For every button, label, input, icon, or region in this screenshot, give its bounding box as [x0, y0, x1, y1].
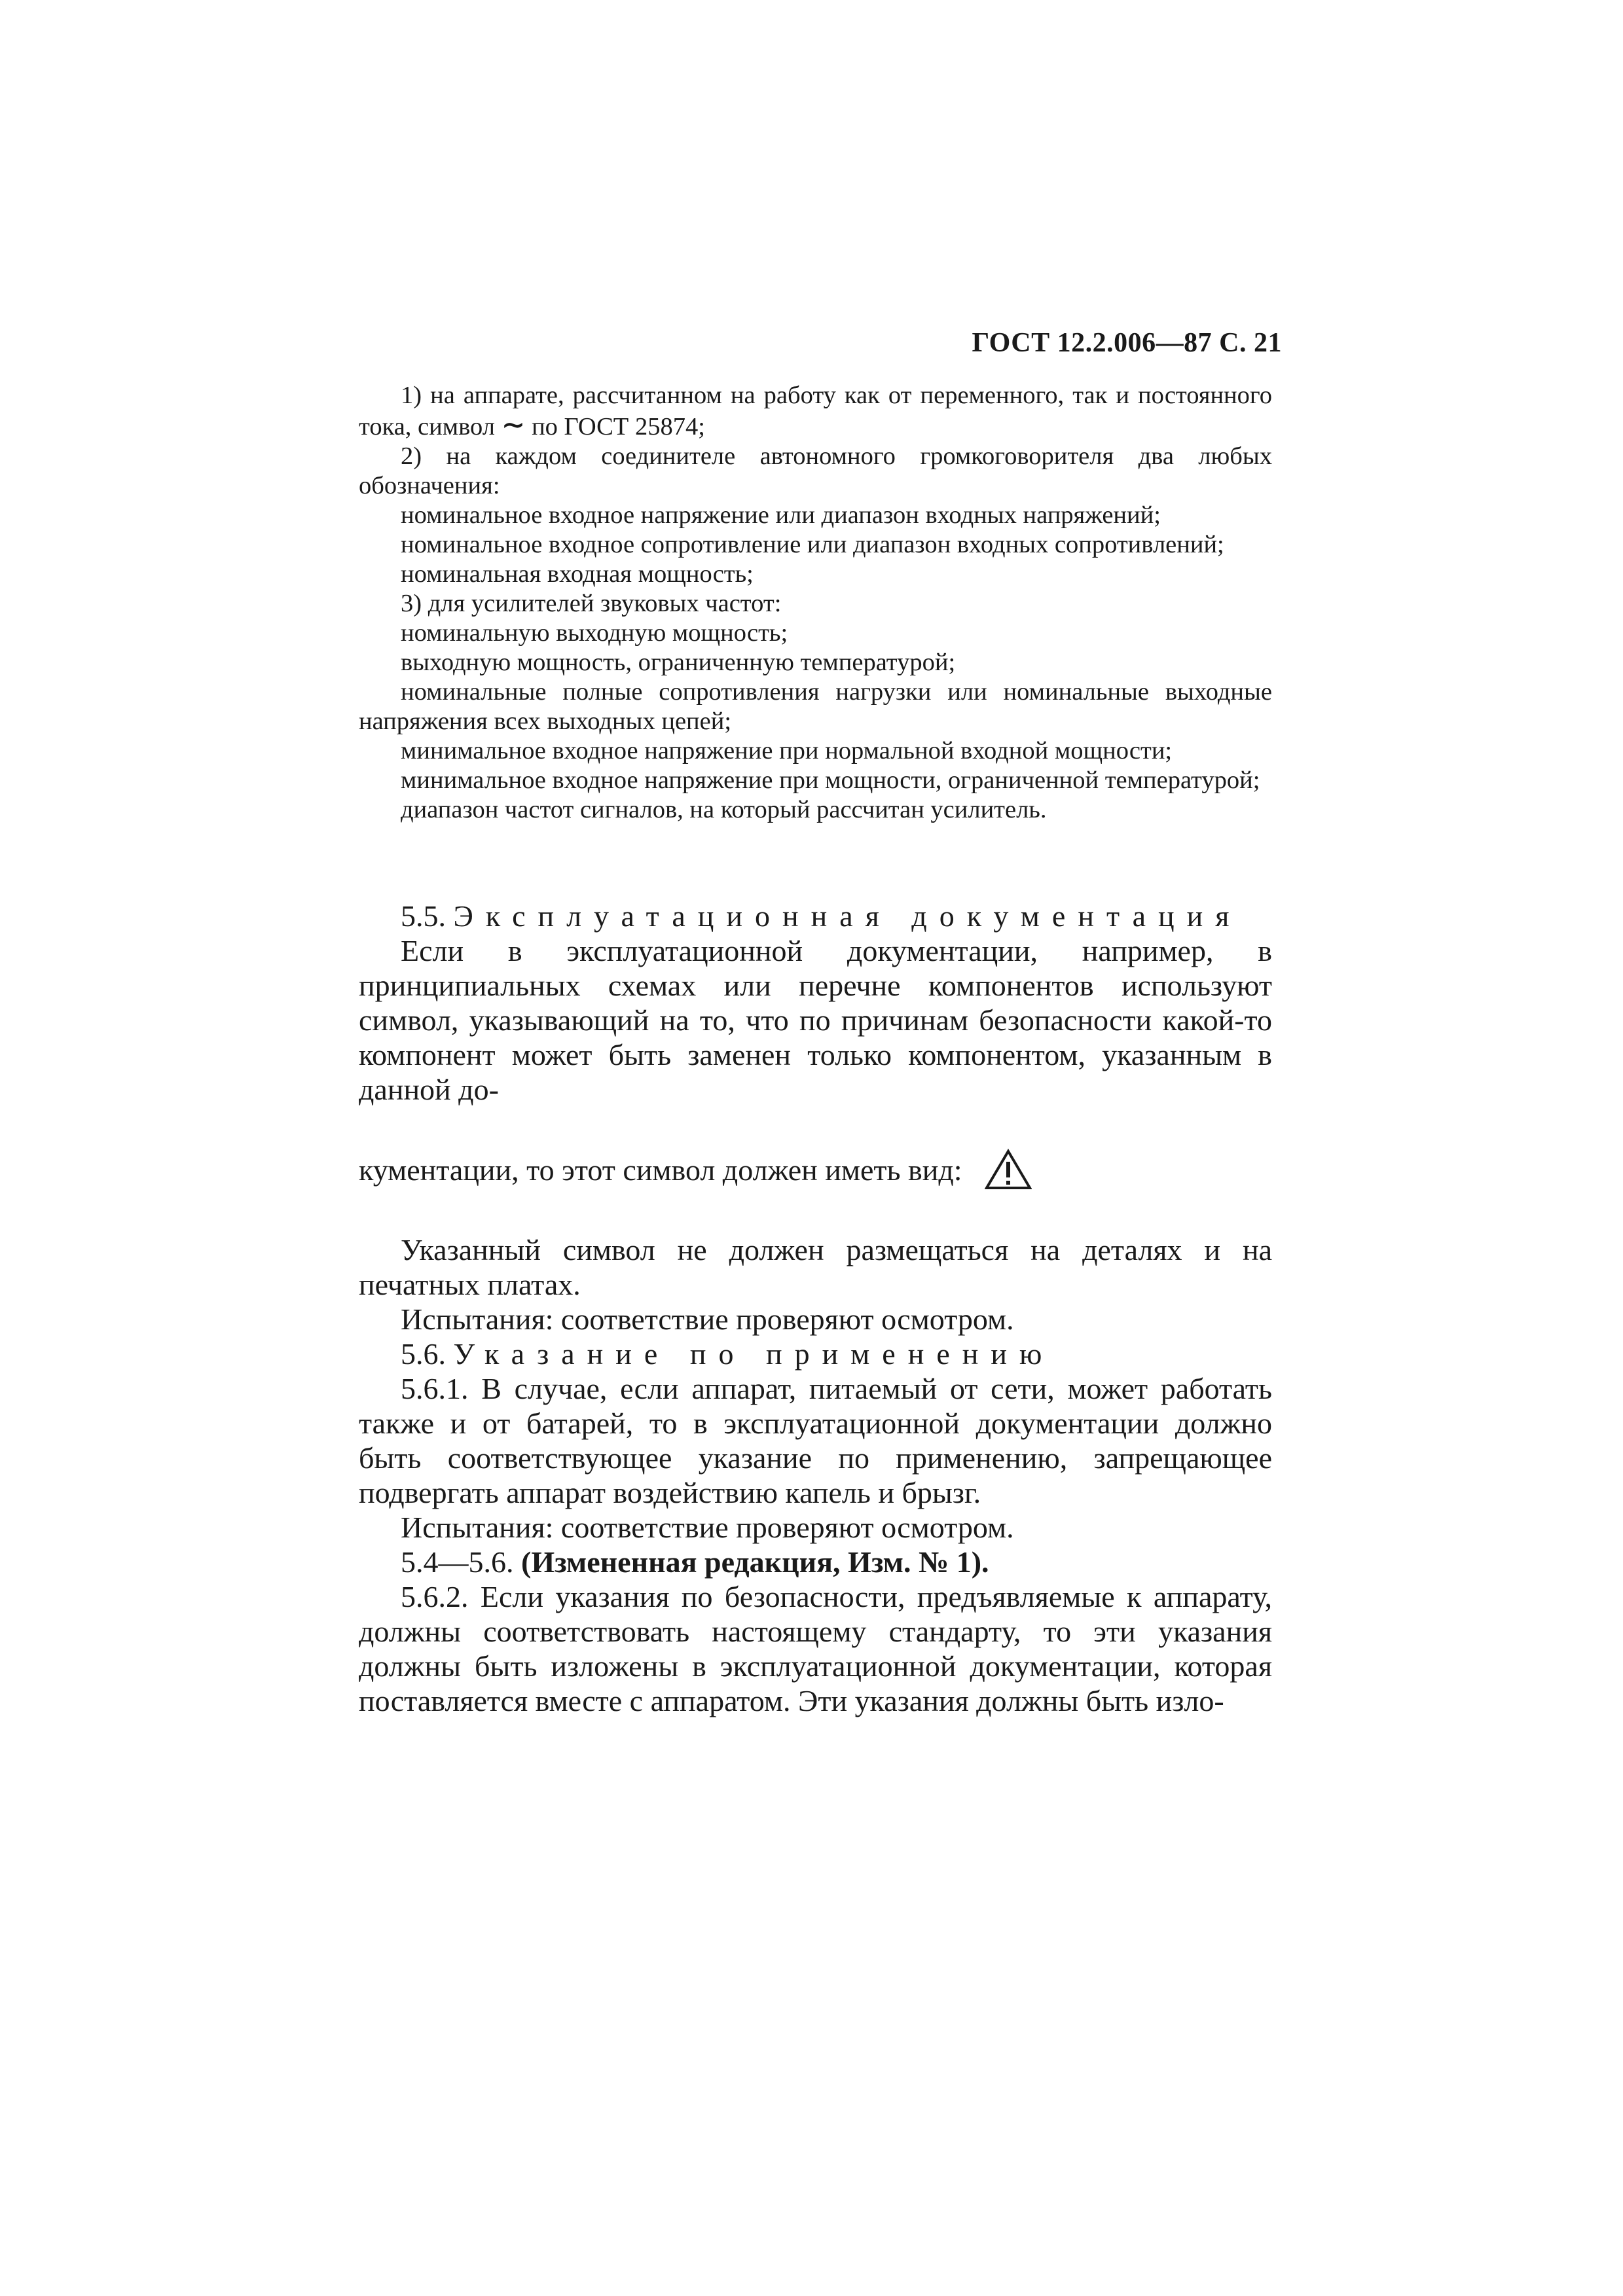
section-title: Указание по применению: [453, 1337, 1055, 1371]
ac-symbol: ∼: [501, 409, 526, 441]
paragraph-end: кументации, то этот символ должен иметь вид:: [359, 1153, 962, 1187]
list-item: выходную мощность, ограниченную температурой;: [401, 649, 956, 676]
list-item: номинальное входное сопротивление или диапазон входных сопротивлений;: [401, 531, 1224, 558]
list-item: 2) на каждом соединителе автономного громкоговорителя два любых обозначения:: [359, 442, 1272, 499]
list-block: [359, 381, 1272, 825]
symbol-line: [359, 1149, 1272, 1191]
amendment-text: (Измененная редакция, Изм. № 1).: [521, 1545, 989, 1579]
amendment-note: [359, 1545, 1272, 1579]
list-item: 3) для усилителей звуковых частот:: [401, 590, 782, 617]
section-number: 5.5.: [401, 899, 446, 933]
list-item: [359, 381, 1272, 442]
list-item: минимальное входное напряжение при мощности, ограниченной температурой;: [401, 766, 1260, 794]
paragraph: Указанный символ не должен размещаться на деталях и на печатных платах.: [359, 1233, 1272, 1301]
section-heading-5-6: [359, 1336, 1272, 1371]
amendment-ref: 5.4—5.6.: [401, 1545, 514, 1579]
section-title: Эксплуатационная документация: [453, 899, 1242, 933]
paragraph: 5.6.1. В случае, если аппарат, питаемый от сети, может работать также и от батарей, то в эксплуатационной документации должно быть соответствующее указание по применению, запрещающее подвергать аппарат воздействию капель и брызг.: [359, 1372, 1272, 1509]
list-item-text: по ГОСТ 25874;: [525, 413, 705, 440]
section-heading-5-5: [359, 899, 1272, 933]
list-item: минимальное входное напряжение при нормальной входной мощности;: [401, 737, 1173, 764]
paragraph: 5.6.2. Если указания по безопасности, предъявляемые к аппарату, должны соответствовать настоящему стандарту, то эти указания должны быть изложены в эксплуатационной документации, которая поставляется вместе с аппаратом. Эти указания должны быть изло-: [359, 1580, 1272, 1717]
list-item: номинальное входное напряжение или диапазон входных напряжений;: [401, 501, 1161, 529]
list-item: номинальная входная мощность;: [401, 560, 754, 588]
list-item-text: 1) на аппарате, рассчитанном на работу как от переменного, так и постоянного тока, символ: [359, 382, 1272, 440]
list-item: номинальную выходную мощность;: [401, 619, 788, 647]
paragraph: Если в эксплуатационной документации, например, в принципиальных схемах или перечне компонентов используют символ, указывающий на то, что по причинам безопасности какой-то компонент может быть заменен только компонентом, указанным в данной до-: [359, 934, 1272, 1106]
list-item: диапазон частот сигналов, на который рассчитан усилитель.: [401, 796, 1047, 823]
section-number: 5.6.: [401, 1337, 446, 1371]
paragraph: Испытания: соответствие проверяют осмотром.: [401, 1302, 1014, 1336]
warning-triangle-icon: [985, 1149, 1032, 1191]
paragraph: Испытания: соответствие проверяют осмотром.: [401, 1511, 1014, 1544]
page-header: ГОСТ 12.2.006—87 С. 21: [972, 328, 1282, 358]
main-text: [359, 899, 1272, 1718]
list-item: номинальные полные сопротивления нагрузки или номинальные выходные напряжения всех выходных цепей;: [359, 678, 1272, 735]
